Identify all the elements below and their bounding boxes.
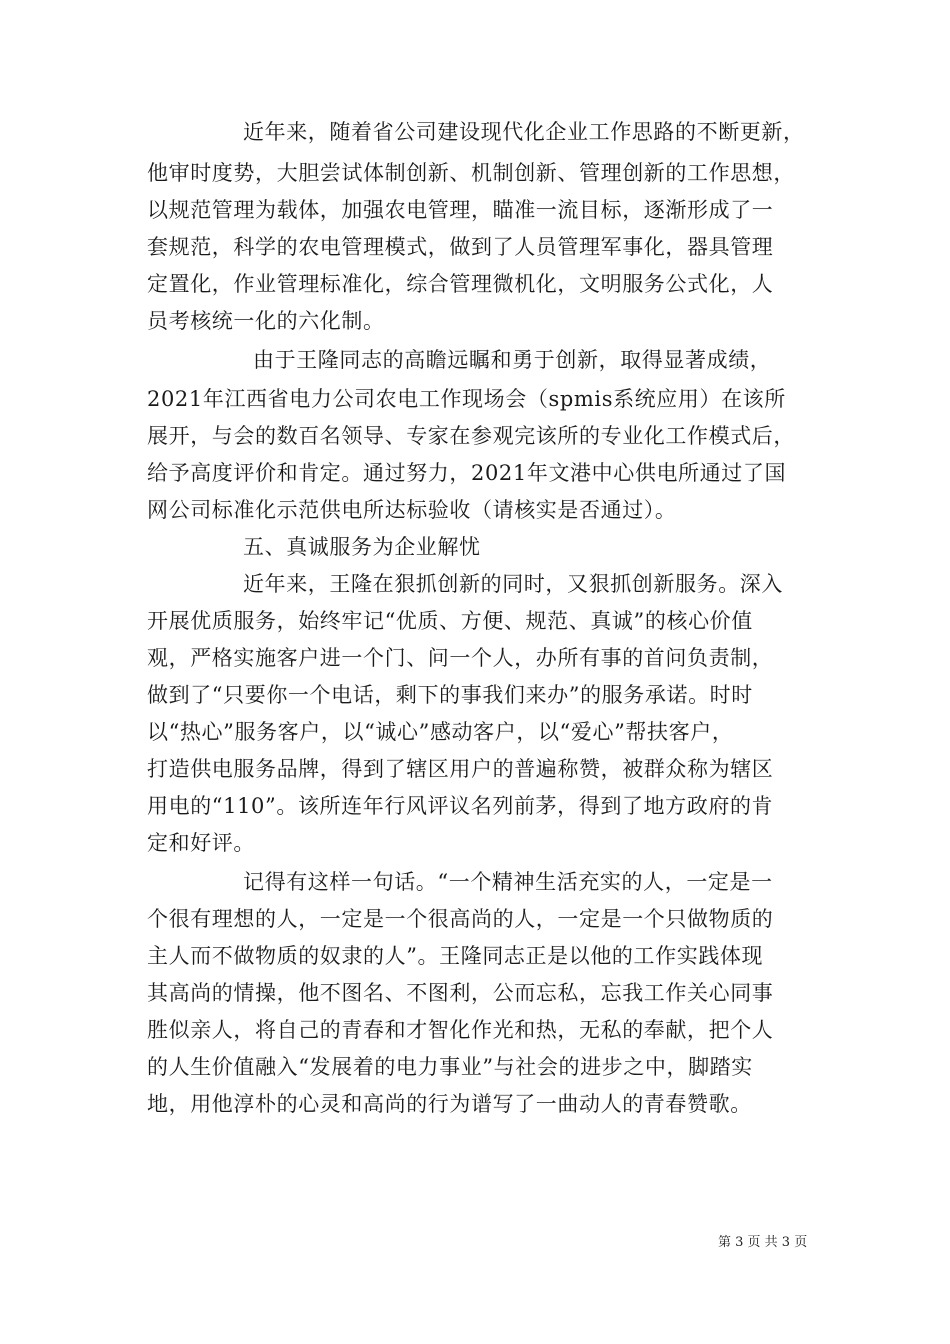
- text-line: 员考核统一化的六化制。: [147, 309, 385, 333]
- text-line: 套规范，科学的农电管理模式，做到了人员管理军事化，器具管理: [147, 235, 774, 259]
- text-line: 做到了“只要你一个电话，剩下的事我们来办”的服务承诺。时时: [147, 683, 753, 707]
- text-line: 个很有理想的人，一定是一个很高尚的人，一定是一个只做物质的: [147, 907, 774, 931]
- section-heading: 五、真诚服务为企业解忧: [243, 535, 481, 559]
- text-line: 网公司标准化示范供电所达标验收（请核实是否通过）。: [147, 498, 677, 522]
- text-line: 用电的“110”。该所连年行风评议名列前茅，得到了地方政府的肯: [147, 794, 774, 818]
- text-line: 以“热心”服务客户，以“诚心”感动客户，以“爱心”帮扶客户，: [147, 720, 734, 744]
- text-line: 观，严格实施客户进一个门、问一个人，办所有事的首问负责制，: [147, 646, 774, 670]
- text-line: 2021年江西省电力公司农电工作现场会（spmis系统应用）在该所: [147, 387, 786, 411]
- text-line: 其高尚的情操，他不图名、不图利，公而忘私，忘我工作关心同事: [147, 981, 774, 1005]
- text-line: 记得有这样一句话。“一个精神生活充实的人，一定是一: [243, 870, 773, 894]
- text-line: 以规范管理为载体，加强农电管理，瞄准一流目标，逐渐形成了一: [147, 198, 774, 222]
- text-line: 胜似亲人，将自己的青春和才智化作光和热，无私的奉献，把个人: [147, 1018, 774, 1042]
- text-line: 主人而不做物质的奴隶的人”。王隆同志正是以他的工作实践体现: [147, 944, 764, 968]
- text-line: 他审时度势，大胆尝试体制创新、机制创新、管理创新的工作思想，: [147, 161, 795, 185]
- text-line: 打造供电服务品牌，得到了辖区用户的普遍称赞，被群众称为辖区: [147, 757, 774, 781]
- text-line: 近年来，王隆在狠抓创新的同时，又狠抓创新服务。深入: [243, 572, 783, 596]
- text-line: 的人生价值融入“发展着的电力事业”与社会的进步之中，脚踏实: [147, 1055, 753, 1079]
- text-line: 近年来，随着省公司建设现代化企业工作思路的不断更新，: [243, 120, 805, 144]
- text-line: 开展优质服务，始终牢记“优质、方便、规范、真诚”的核心价值: [147, 609, 753, 633]
- text-line: 定置化，作业管理标准化，综合管理微机化，文明服务公式化，人: [147, 272, 774, 296]
- text-line: 定和好评。: [147, 831, 255, 855]
- text-line: 展开，与会的数百名领导、专家在参观完该所的专业化工作模式后，: [147, 424, 795, 448]
- text-line: 地，用他淳朴的心灵和高尚的行为谱写了一曲动人的青春赞歌。: [147, 1092, 752, 1116]
- text-line: 给予高度评价和肯定。通过努力，2021年文港中心供电所通过了国: [147, 461, 787, 485]
- page-number-footer: 第 3 页 共 3 页: [718, 1235, 808, 1250]
- text-line: 由于王隆同志的高瞻远瞩和勇于创新，取得显著成绩，: [253, 348, 772, 372]
